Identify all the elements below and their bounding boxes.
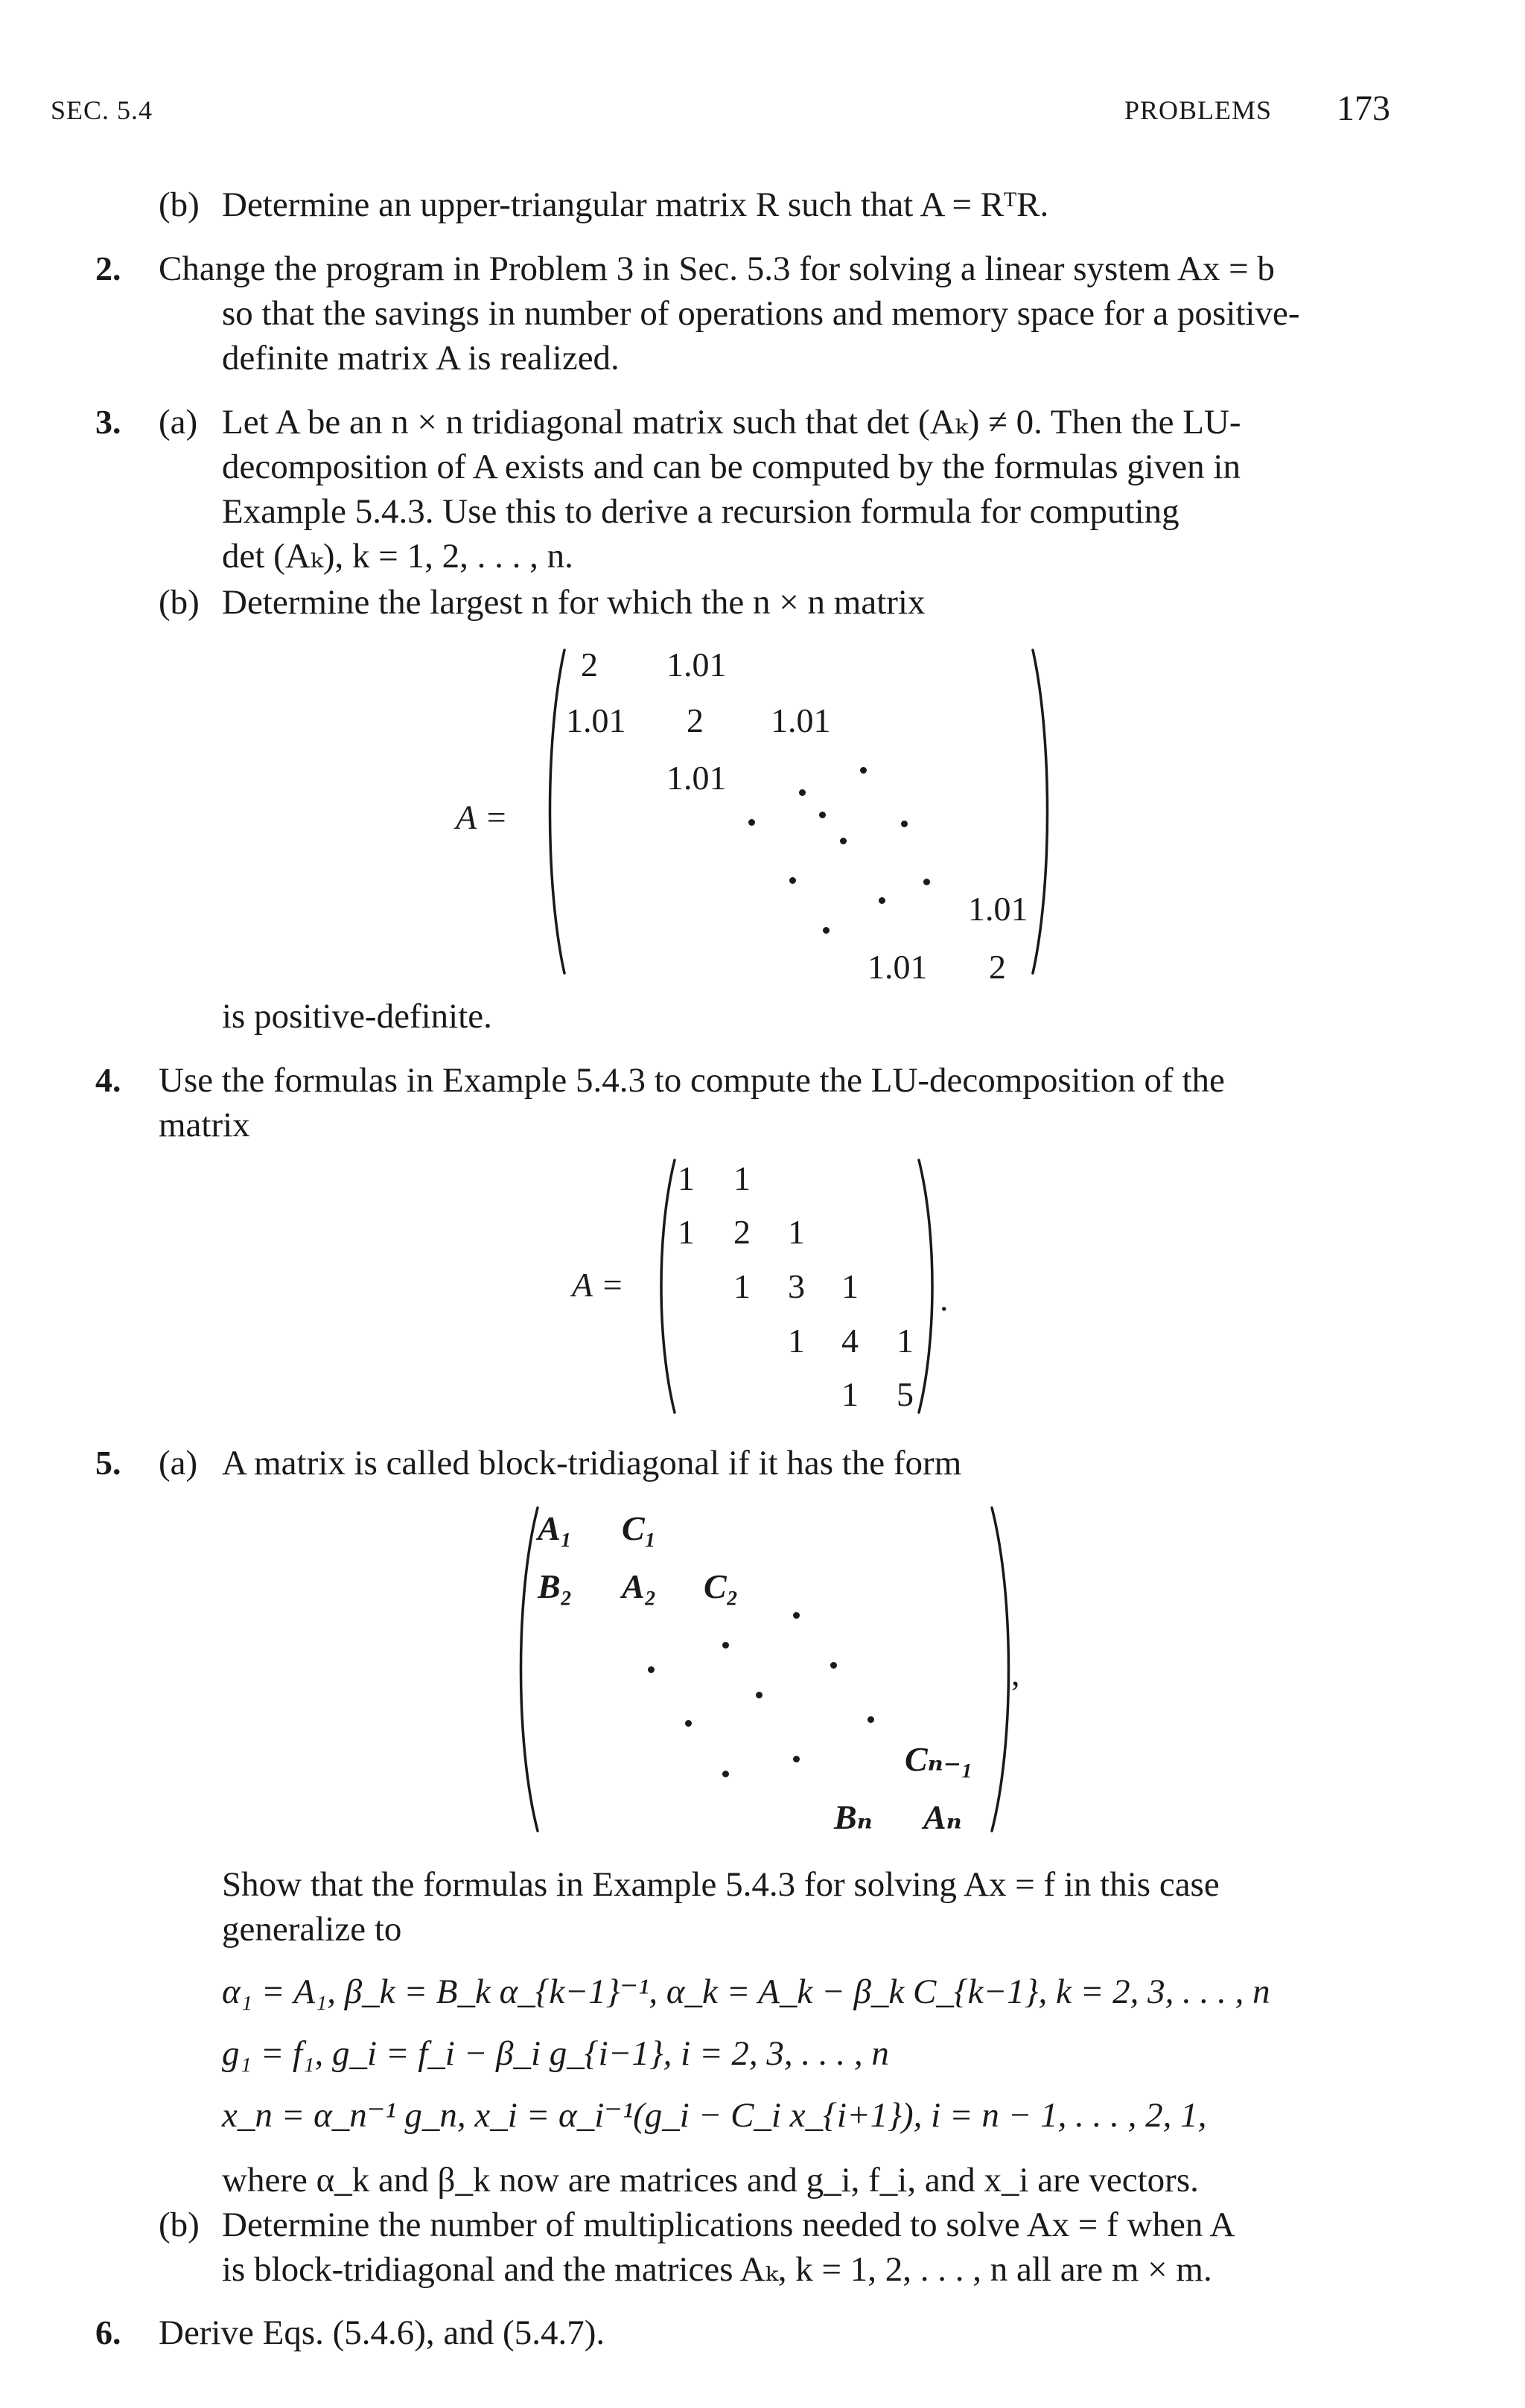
matrix-4-entry: 4 — [841, 1322, 859, 1360]
problem-3a-line-4: det (Aₖ), k = 1, 2, . . . , n. — [222, 537, 573, 576]
problem-5a-text: A matrix is called block-tridiagonal if it has the form — [222, 1444, 962, 1482]
problem-1b-label: (b) — [159, 185, 200, 224]
problem-3a-line-3: Example 5.4.3. Use this to derive a recursion formula for computing — [222, 492, 1179, 531]
ellipsis-dot — [823, 927, 830, 934]
problem-6-text: Derive Eqs. (5.4.6), and (5.4.7). — [159, 2313, 605, 2352]
block-entry: Cₙ₋₁ — [905, 1740, 974, 1778]
block-entry: C₂ — [704, 1567, 739, 1605]
matrix-4-entry: 1 — [788, 1213, 805, 1251]
matrix-3b-entry: 2 — [581, 646, 598, 684]
ellipsis-dot — [867, 1716, 874, 1723]
matrix-4-right-paren — [917, 1158, 938, 1415]
problem-4-number: 4. — [95, 1061, 121, 1099]
problem-4-line-1: Use the formulas in Example 5.4.3 to compute the LU-decomposition of the — [159, 1061, 1225, 1100]
ellipsis-dot — [648, 1666, 655, 1673]
block-entry: C₁ — [622, 1509, 657, 1547]
problem-2-line-1: Change the program in Problem 3 in Sec. 5.3 for solving a linear system Ax = b — [159, 249, 1275, 288]
matrix-3b-entry: 1.01 — [771, 701, 831, 739]
equation-line-1: α₁ = A₁, β_k = B_k α_{k−1}⁻¹, α_k = A_k − β_k C_{k−1}, k = 2, 3, . . . , n — [222, 1972, 1270, 2011]
problem-5b-label: (b) — [159, 2205, 200, 2244]
problem-3a-line-1: Let A be an n × n tridiagonal matrix such that det (Aₖ) ≠ 0. Then the LU- — [222, 403, 1241, 442]
problem-1b-text: Determine an upper-triangular matrix R such that A = RᵀR. — [222, 185, 1049, 224]
problem-3a-line-2: decomposition of A exists and can be computed by the formulas given in — [222, 447, 1241, 486]
problem-5b-line-1: Determine the number of multiplications needed to solve Ax = f when A — [222, 2205, 1235, 2244]
ellipsis-dot — [879, 897, 885, 904]
matrix-4-entry: 1 — [897, 1322, 914, 1360]
ellipsis-dot — [819, 812, 826, 818]
problem-6-number: 6. — [95, 2313, 121, 2351]
problem-4-line-2: matrix — [159, 1106, 250, 1144]
problem-5a-label: (a) — [159, 1444, 198, 1482]
problem-5a-where: where α_k and β_k now are matrices and g_i, f_i, and x_i are vectors. — [222, 2161, 1199, 2200]
matrix-4-entry: 3 — [788, 1267, 805, 1305]
block-entry: Aₙ — [923, 1798, 962, 1836]
matrix-4-entry: 1 — [841, 1375, 859, 1413]
ellipsis-dot — [840, 838, 847, 844]
matrix-4-entry: 1 — [678, 1213, 695, 1251]
matrix-4-entry: 5 — [897, 1375, 914, 1413]
equation-line-3: x_n = α_n⁻¹ g_n, x_i = α_i⁻¹(g_i − C_i x_{i+1}), i = n − 1, . . . , 2, 1, — [222, 2096, 1207, 2135]
ellipsis-dot — [860, 767, 867, 774]
ellipsis-dot — [793, 1612, 800, 1619]
ellipsis-dot — [722, 1642, 729, 1649]
matrix-3b-lhs: A = — [456, 798, 508, 836]
matrix-4-entry: 1 — [788, 1322, 805, 1360]
ellipsis-dot — [722, 1771, 729, 1777]
matrix-3b-entry: 1.01 — [867, 948, 928, 986]
matrix-4-period: . — [940, 1280, 949, 1318]
matrix-3b-entry: 1.01 — [566, 701, 626, 739]
matrix-3b-entry: 2 — [989, 948, 1006, 986]
ellipsis-dot — [901, 821, 908, 827]
matrix-4-left-paren — [655, 1158, 676, 1415]
matrix-3b-entry: 1.01 — [968, 890, 1028, 928]
block-entry: A₂ — [622, 1567, 657, 1605]
problem-3b-after: is positive-definite. — [222, 997, 492, 1036]
ellipsis-dot — [793, 1756, 800, 1762]
page-number: 173 — [1337, 89, 1390, 128]
ellipsis-dot — [685, 1720, 692, 1727]
matrix-3b-entry: 2 — [687, 701, 704, 739]
ellipsis-dot — [923, 879, 930, 885]
problem-3-number: 3. — [95, 403, 121, 441]
problem-5b-line-2: is block-tridiagonal and the matrices Aₖ, k = 1, 2, . . . , n all are m × m. — [222, 2250, 1212, 2289]
matrix-4-entry: 1 — [841, 1267, 859, 1305]
problem-5-number: 5. — [95, 1444, 121, 1482]
ellipsis-dot — [830, 1662, 837, 1669]
matrix-4-entry: 1 — [733, 1159, 751, 1197]
matrix-3b-entry: 1.01 — [666, 759, 727, 797]
problem-3a-label: (a) — [159, 403, 198, 442]
problem-5a-show-line-1: Show that the formulas in Example 5.4.3 for solving Ax = f in this case — [222, 1865, 1220, 1904]
running-head-section: SEC. 5.4 — [51, 95, 153, 125]
ellipsis-dot — [789, 877, 796, 884]
matrix-3b-entry: 1.01 — [666, 646, 727, 684]
matrix-3b-left-paren — [544, 648, 566, 975]
ellipsis-dot — [756, 1692, 762, 1698]
running-head-title: PROBLEMS — [1124, 95, 1273, 125]
matrix-3b-right-paren — [1031, 648, 1054, 975]
problem-2-line-3: definite matrix A is realized. — [222, 339, 620, 378]
problem-2-line-2: so that the savings in number of operations and memory space for a positive- — [222, 294, 1300, 333]
matrix-4-entry: 1 — [733, 1267, 751, 1305]
ellipsis-dot — [799, 789, 806, 796]
equation-line-2: g₁ = f₁, g_i = f_i − β_i g_{i−1}, i = 2, 3, . . . , n — [222, 2034, 889, 2073]
problem-5a-show-line-2: generalize to — [222, 1910, 402, 1949]
problem-2-number: 2. — [95, 249, 121, 287]
matrix-4-entry: 2 — [733, 1213, 751, 1251]
block-entry: A₁ — [538, 1509, 573, 1547]
problem-3b-label: (b) — [159, 583, 200, 622]
block-matrix-comma: , — [1011, 1654, 1020, 1692]
matrix-4-lhs: A = — [572, 1266, 624, 1304]
block-matrix-left-paren — [514, 1506, 539, 1833]
problem-3b-text: Determine the largest n for which the n × n matrix — [222, 583, 926, 622]
matrix-4-entry: 1 — [678, 1159, 695, 1197]
ellipsis-dot — [748, 819, 755, 826]
block-entry: B₂ — [538, 1567, 573, 1605]
block-entry: Bₙ — [834, 1798, 873, 1836]
